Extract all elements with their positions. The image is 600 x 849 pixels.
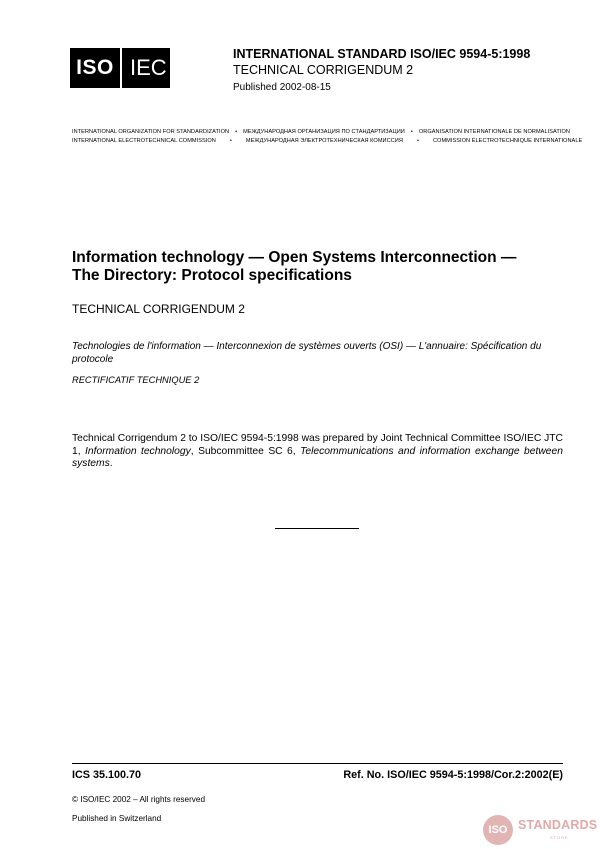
separator-dot: • <box>229 138 232 144</box>
stamp-iso-badge: ISO <box>483 815 513 845</box>
iso-iec-logo <box>70 48 170 88</box>
published-date: Published 2002-08-15 <box>233 82 331 93</box>
stamp-standards-text: STANDARDS <box>518 818 598 832</box>
body-paragraph <box>72 433 563 471</box>
stamp-store-text: STORE <box>550 835 569 840</box>
body-italic-1: Information technology <box>85 445 191 457</box>
separator-rule <box>275 528 359 529</box>
document-title <box>72 249 542 285</box>
iec-logo-text: IEC <box>130 55 167 80</box>
organizations-line-1 <box>72 129 570 135</box>
title-line-1: Information technology — Open Systems Interconnection — <box>72 249 517 266</box>
corrigendum-header: TECHNICAL CORRIGENDUM 2 <box>233 63 414 77</box>
separator-dot: • <box>410 129 413 135</box>
org-iec-en: INTERNATIONAL ELECTROTECHNICAL COMMISSION <box>72 138 216 144</box>
separator-dot: • <box>235 129 238 135</box>
org-iso-fr: ORGANISATION INTERNATIONALE DE NORMALISATION <box>418 129 570 135</box>
standard-title: INTERNATIONAL STANDARD ISO/IEC 9594-5:1998 <box>233 47 531 61</box>
iso-logo: ISO <box>70 48 120 88</box>
ics-code: ICS 35.100.70 <box>72 769 142 781</box>
footer-rule <box>72 763 563 764</box>
technical-corrigendum-label: TECHNICAL CORRIGENDUM 2 <box>72 302 245 316</box>
body-text-1: Technical Corrigendum 2 to ISO/IEC 9594-5:1998 was prepared by Joint Technical Committee ISO/IEC JTC 1, <box>72 433 563 457</box>
org-iso-ru: МЕЖДУНАРОДНАЯ ОРГАНИЗАЦИЯ ПО СТАНДАРТИЗАЦИИ <box>243 129 405 135</box>
copyright-notice: © ISO/IEC 2002 – All rights reserved <box>72 795 205 804</box>
body-text-2: , Subcommittee SC 6, <box>190 445 301 457</box>
reference-number: Ref. No. ISO/IEC 9594-5:1998/Cor.2:2002(E) <box>343 769 563 781</box>
org-iso-en: INTERNATIONAL ORGANIZATION FOR STANDARDIZATION <box>72 129 230 135</box>
separator-dot: • <box>416 138 419 144</box>
iso-standards-store-stamp <box>480 812 600 849</box>
org-iec-ru: МЕЖДУНАРОДНАЯ ЭЛЕКТРОТЕХНИЧЕСКАЯ КОМИССИЯ <box>245 138 403 144</box>
iec-logo <box>122 48 170 88</box>
org-iec-fr: COMMISSION ÉLECTROTECHNIQUE INTERNATIONALE <box>432 138 583 144</box>
french-corrigendum-label: RECTIFICATIF TECHNIQUE 2 <box>72 375 200 385</box>
published-location: Published in Switzerland <box>72 814 162 823</box>
body-italic-2: Telecommunications and information exchange between systems <box>72 445 563 469</box>
french-title: Technologies de l'information — Interconnexion de systèmes ouverts (OSI) — L'annuaire: Spécification du protocole <box>72 341 542 365</box>
organizations-line-2 <box>72 138 582 144</box>
title-line-2: The Directory: Protocol specifications <box>72 267 352 284</box>
body-text-3: . <box>109 458 113 469</box>
